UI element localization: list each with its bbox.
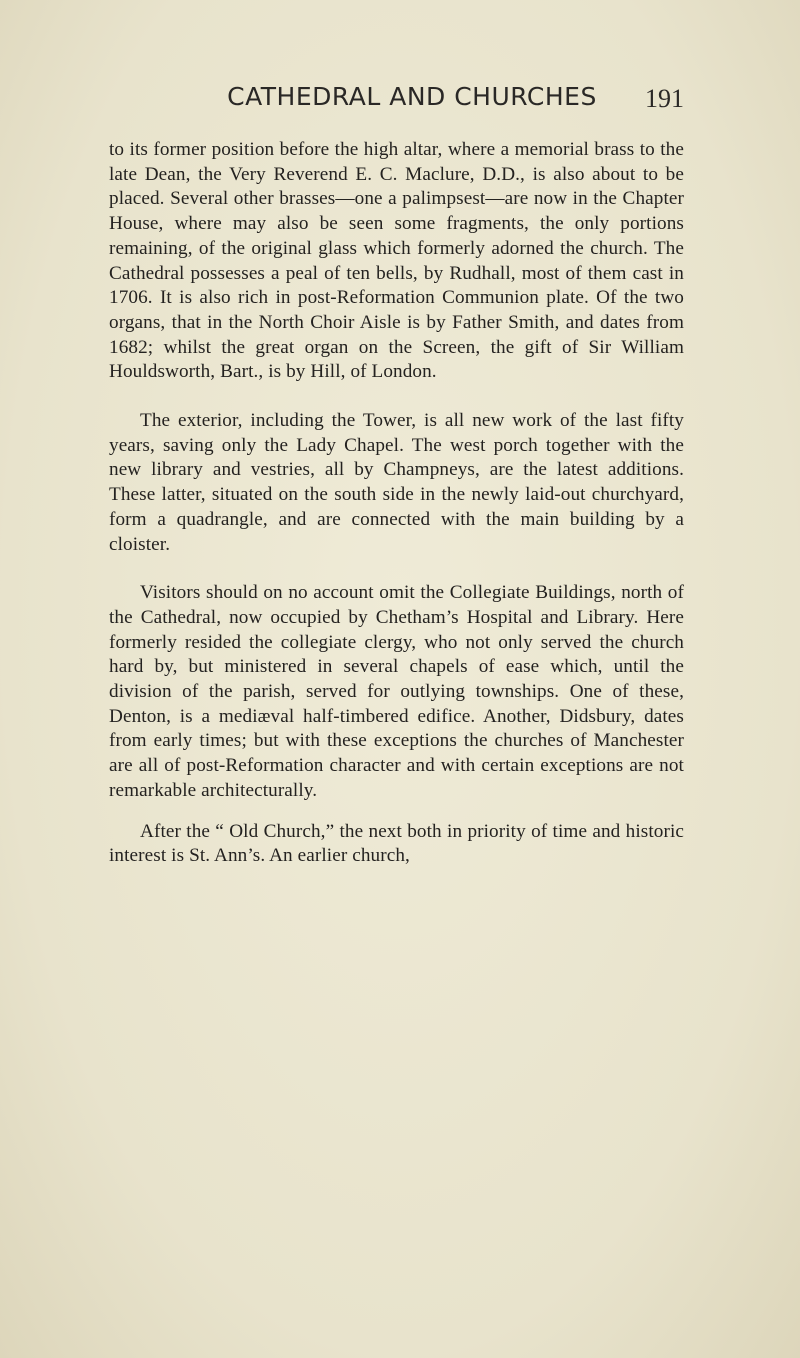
page-header bbox=[140, 82, 684, 122]
page-number: 191 bbox=[645, 84, 684, 113]
paragraph-st-anns: After the “ Old Church,” the next both in priority of time and historic interest is St. Ann’s. An earlier church, bbox=[109, 820, 684, 867]
body-text bbox=[109, 138, 684, 869]
paragraph-collegiate-buildings: Visitors should on no account omit the Collegiate Buildings, north of the Cathedral, now occupied by Chetham’s Hospital and Library. Here formerly resided the collegiate clergy, who not only served the church hard by, but ministered in several chapels of ease which, until the division of the parish, served for outlying townships. One of these, Denton, is a mediæval half-timbered edifice. Another, Didsbury, dates from early times; but with these exceptions the churches of Manchester are all of post-Reformation character and with certain exceptions are not remarkable architecturally. bbox=[109, 582, 684, 801]
paragraph-continued: to its former position before the high altar, where a memorial brass to the late Dean, the Very Reverend E. C. Maclure, D.D., is also about to be placed. Several other brasses—one a palimpsest—are now in the Chapter House, where may also be seen some fragments, the only portions remaining, of the original glass which formerly adorned the church. The Cathedral possesses a peal of ten bells, by Rudhall, most of them cast in 1706. It is also rich in post-Reformation Communion plate. Of the two organs, that in the North Choir Aisle is by Father Smith, and dates from 1682; whilst the great organ on the Screen, the gift of Sir William Houldsworth, Bart., is by Hill, of London. bbox=[109, 139, 684, 383]
paragraph-exterior: The exterior, including the Tower, is all new work of the last fifty years, saving only the Lady Chapel. The west porch together with the new library and vestries, all by Champneys, are the latest additions. These latter, situated on the south side in the newly laid-out churchyard, form a quadrangle, and are connected with the main building by a cloister. bbox=[109, 410, 684, 555]
running-head: CATHEDRAL AND CHURCHES bbox=[227, 82, 597, 111]
